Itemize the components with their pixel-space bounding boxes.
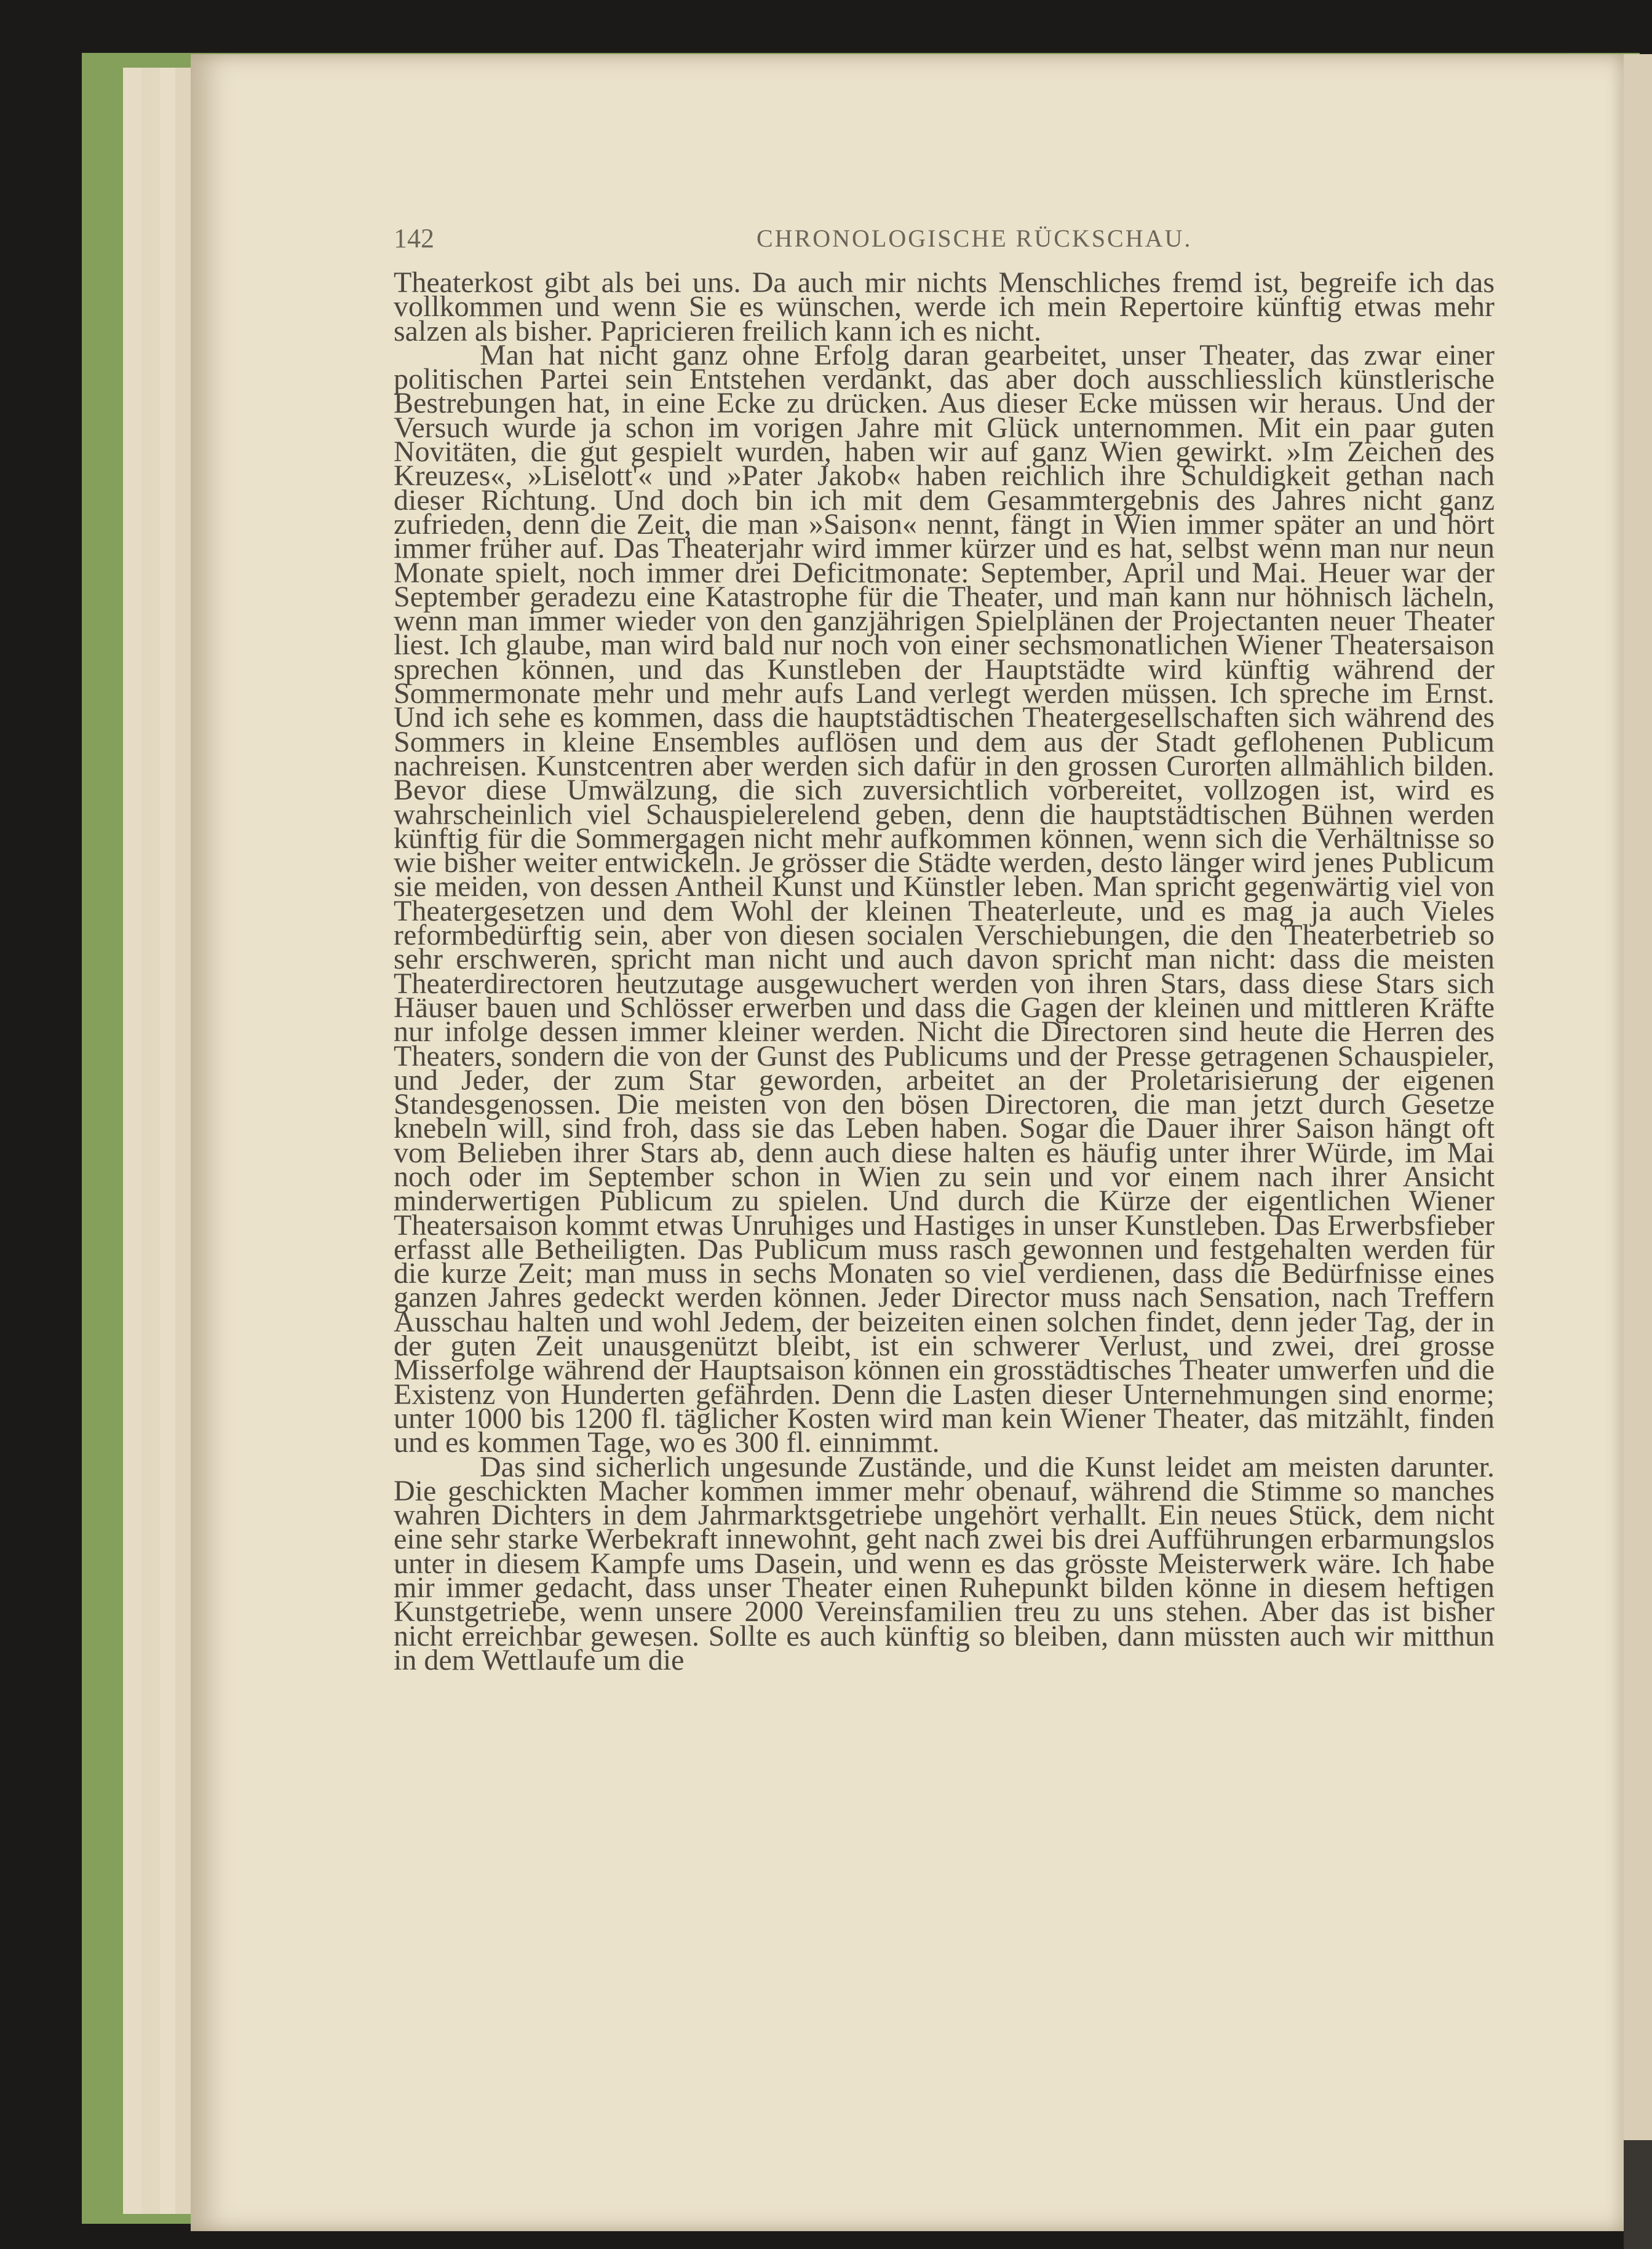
page-number: 142 bbox=[394, 223, 434, 253]
running-head: CHRONOLOGISCHE RÜCKSCHAU. bbox=[757, 224, 1193, 252]
paragraph: Man hat nicht ganz ohne Erfolg daran gearbeitet, unser Theater, das zwar einer politischen Partei sein Entstehen verdankt, das aber doch ausschliesslich künstlerische Bestrebungen hat, in eine Ecke zu drücken. Aus dieser Ecke müssen wir heraus. Und der Versuch wurde ja schon im vorigen Jahre mit Glück unternommen. Mit ein paar guten Novitäten, die gut gespielt wurden, haben wir auf ganz Wien gewirkt. »Im Zeichen des Kreuzes«, »Liselott'« und »Pater Jakob« haben reichlich ihre Schuldigkeit gethan nach dieser Richtung. Und doch bin ich mit dem Gesammtergebnis des Jahres nicht ganz zufrieden, denn die Zeit, die man »Saison« nennt, fängt in Wien immer später an und hört immer früher auf. Das Theaterjahr wird immer kürzer und es hat, selbst wenn man nur neun Monate spielt, noch immer drei Deficitmonate: September, April und Mai. Heuer war der September geradezu eine Katastrophe für die Theater, und man kann nur höhnisch lächeln, wenn man immer wieder von den ganzjährigen Spielplänen der Projectanten neuer Theater liest. Ich glaube, man wird bald nur noch von einer sechsmonatlichen Wiener Theatersaison sprechen können, und das Kunstleben der Hauptstädte wird künftig während der Sommermonate mehr und mehr aufs Land verlegt werden müssen. Ich spreche im Ernst. Und ich sehe es kommen, dass die hauptstädtischen Theatergesellschaften sich während des Sommers in kleine Ensembles auflösen und dem aus der Stadt geflohenen Publicum nachreisen. Kunstcentren aber werden sich dafür in den grossen Curorten allmählich bilden. Bevor diese Umwälzung, die sich zuversichtlich vorbereitet, vollzogen ist, wird es wahrscheinlich viel Schauspielerelend geben, denn die hauptstädtischen Bühnen werden künftig für die Sommergagen nicht mehr aufkommen können, wenn sich die Verhältnisse so wie bisher weiter entwickeln. Je grösser die Städte werden, desto länger wird jenes Publicum sie meiden, von dessen Antheil Kunst und Künstler leben. Man spricht gegenwärtig viel von Theatergesetzen und dem Wohl der kleinen Theaterleute, und es mag ja auch Vieles reformbedürftig sein, aber von diesen socialen Verschiebungen, die den Theaterbetrieb so sehr erschweren, spricht man nicht und auch davon spricht man nicht: dass die meisten Theaterdirectoren heutzutage ausgewuchert werden von ihren Stars, dass diese Stars sich Häuser bauen und Schlösser erwerben und dass die Gagen der kleinen und mittleren Kräfte nur infolge dessen immer kleiner werden. Nicht die Directoren sind heute die Herren des Theaters, sondern die von der Gunst des Publicums und der Presse getragenen Schauspieler, und Jeder, der zum Star geworden, arbeitet an der Proletarisierung der eigenen Standesgenossen. Die meisten von den bösen Directoren, die man jetzt durch Gesetze knebeln will, sind froh, dass sie das Leben haben. Sogar die Dauer ihrer Saison hängt oft vom Belieben ihrer Stars ab, denn auch diese halten es häufig unter ihrer Würde, im Mai noch oder im September schon in Wien zu sein und vor einem nach ihrer Ansicht minderwertigen Publicum zu spielen. Und durch die Kürze der eigentlichen Wiener Theatersaison kommt etwas Unruhiges und Hastiges in unser Kunstleben. Das Erwerbsfieber erfasst alle Betheiligten. Das Publicum muss rasch gewonnen und festgehalten werden für die kurze Zeit; man muss in sechs Monaten so viel verdienen, dass die Bedürfnisse eines ganzen Jahres gedeckt werden können. Jeder Director muss nach Sensation, nach Treffern Ausschau halten und wohl Jedem, der beizeiten einen solchen findet, denn jeder Tag, der in der guten Zeit unausgenützt bleibt, ist ein schwerer Verlust, und zwei, drei grosse Misserfolge während der Hauptsaison können ein grosstädtisches Theater umwerfen und die Existenz von Hunderten gefährden. Denn die Lasten dieser Unternehmungen sind enorme; unter 1000 bis 1200 fl. täglicher Kosten wird man kein Wiener Theater, das mitzählt, finden und es kommen Tage, wo es 300 fl. einnimmt. bbox=[394, 338, 1495, 1459]
body-text bbox=[394, 266, 1495, 1676]
page-header bbox=[394, 223, 1495, 260]
paragraph: Theaterkost gibt als bei uns. Da auch mir nichts Menschliches fremd ist, begreife ich das vollkommen und wenn Sie es wünschen, werde ich mein Repertoire künftig etwas mehr salzen als bisher. Papricieren freilich kann ich es nicht. bbox=[394, 266, 1495, 347]
paragraph: Das sind sicherlich ungesunde Zustände, und die Kunst leidet am meisten darunter. Die geschickten Macher kommen immer mehr obenauf, während die Stimme so manches wahren Dichters in dem Jahrmarktsgetriebe ungehört verhallt. Ein neues Stück, dem nicht eine sehr starke Werbekraft innewohnt, geht nach zwei bis drei Aufführungen erbarmungslos unter in diesem Kampfe ums Dasein, und wenn es das grösste Meisterwerk wäre. Ich habe mir immer gedacht, dass unser Theater einen Ruhepunkt bilden könne in diesem heftigen Kunstgetriebe, wenn unsere 2000 Vereinsfamilien treu zu uns stehen. Aber das ist bisher nicht erreichbar gewesen. Sollte es auch künftig so bleiben, dann müssten auch wir mitthun in dem Wettlaufe um die bbox=[394, 1450, 1495, 1676]
facing-page-edge bbox=[1624, 54, 1652, 2231]
background-corner bbox=[1624, 2140, 1652, 2249]
